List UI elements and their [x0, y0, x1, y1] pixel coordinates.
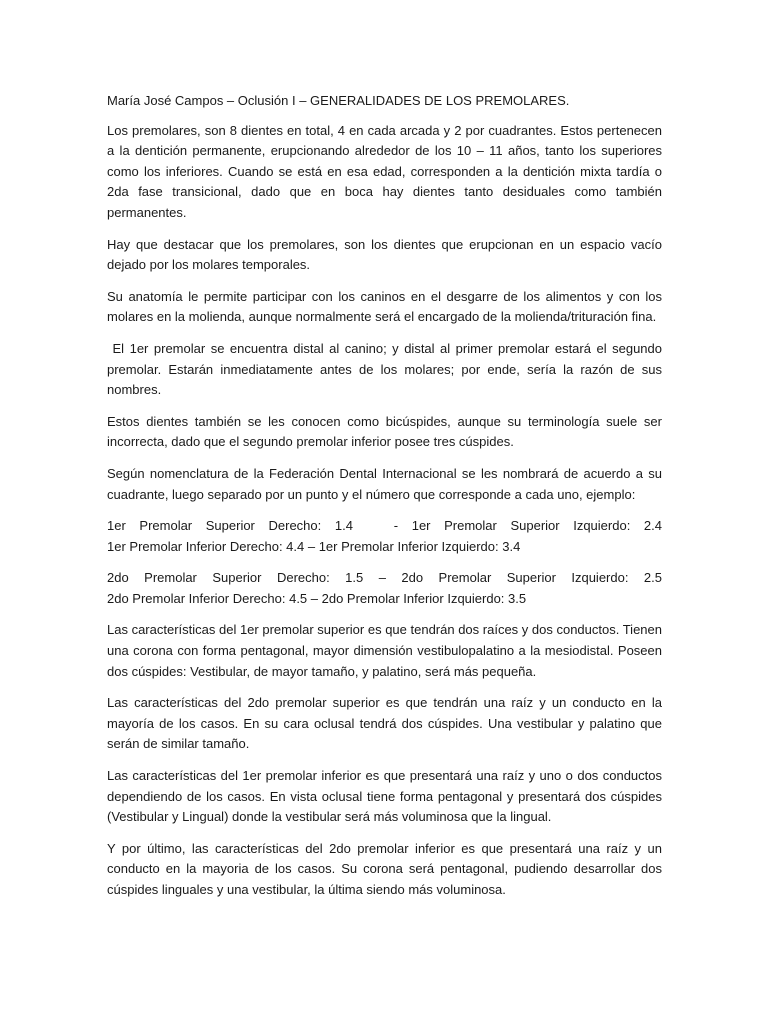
- nomenclature-line: 2do Premolar Superior Derecho: 1.5 – 2do Premolar Superior Izquierdo: 2.5: [107, 570, 662, 586]
- nomenclature-line: 1er Premolar Superior Derecho: 1.4 - 1er Premolar Superior Izquierdo: 2.4: [107, 518, 662, 534]
- paragraph-fdi-nomenclature: Según nomenclatura de la Federación Dental Internacional se les nombrará de acuerdo a su cuadrante, luego separado por un punto y el número que corresponde a cada uno, ejemplo:: [107, 465, 662, 502]
- paragraph-position: El 1er premolar se encuentra distal al canino; y distal al primer premolar estará el segundo premolar. Estarán inmediatamente antes de los molares; por ende, sería la razón de sus nombres.: [107, 340, 666, 398]
- paragraph-anatomy: Su anatomía le permite participar con los caninos en el desgarre de los alimentos y con los molares en la molienda, aunque normalmente será el encargado de la molienda/trituración fina.: [107, 288, 662, 325]
- paragraph-upper-second-premolar: Las características del 2do premolar superior es que tendrán una raíz y un conducto en la mayoría de los casos. En su cara oclusal tendrá dos cúspides. Una vestibular y palatino que serán de similar tamaño.: [107, 695, 662, 752]
- paragraph-upper-first-premolar: Las características del 1er premolar superior es que tendrán dos raíces y dos conductos. Tienen una corona con forma pentagonal, mayor dimensión vestibulopalatino a la mesiodistal. Poseen dos cúspides: Vestibular, de mayor tamaño, y palatino, será más pequeña.: [107, 622, 662, 679]
- nomenclature-first-premolars: [107, 516, 662, 557]
- nomenclature-line: 1er Premolar Inferior Derecho: 4.4 – 1er Premolar Inferior Izquierdo: 3.4: [107, 538, 521, 554]
- paragraph-intro: Los premolares, son 8 dientes en total, 4 en cada arcada y 2 por cuadrantes. Estos pertenecen a la dentición permanente, erupcionando alrededor de los 10 – 11 años, tanto los superiores como los inferiores. Cuando se está en esa edad, corresponden a la dentición mixta tardía o 2da fase transicional, dado que en boca hay dientes tanto desiduales como también permanentes.: [107, 122, 662, 220]
- paragraph-bicuspids: Estos dientes también se les conocen como bicúspides, aunque su terminología suele ser incorrecta, dado que el segundo premolar inferior posee tres cúspides.: [107, 413, 662, 450]
- paragraph-lower-first-premolar: Las características del 1er premolar inferior es que presentará una raíz y uno o dos conductos dependiendo de los casos. En vista oclusal tiene forma pentagonal y presentará dos cúspides (Vestibular y Lingual) donde la vestibular será más voluminosa que la lingual.: [107, 768, 662, 825]
- paragraph-lower-second-premolar: Y por último, las características del 2do premolar inferior es que presentará una raíz y un conducto en la mayoria de los casos. Su corona será pentagonal, pudiendo desarrollar dos cúspides linguales y una vestibular, la última siendo más voluminosa.: [107, 840, 662, 897]
- document-title: María José Campos – Oclusión I – GENERALIDADES DE LOS PREMOLARES.: [107, 93, 570, 108]
- nomenclature-line: 2do Premolar Inferior Derecho: 4.5 – 2do Premolar Inferior Izquierdo: 3.5: [107, 590, 527, 606]
- document-page: [107, 91, 666, 912]
- paragraph-eruption: Hay que destacar que los premolares, son los dientes que erupcionan en un espacio vacío dejado por los molares temporales.: [107, 236, 662, 273]
- nomenclature-second-premolars: [107, 568, 662, 609]
